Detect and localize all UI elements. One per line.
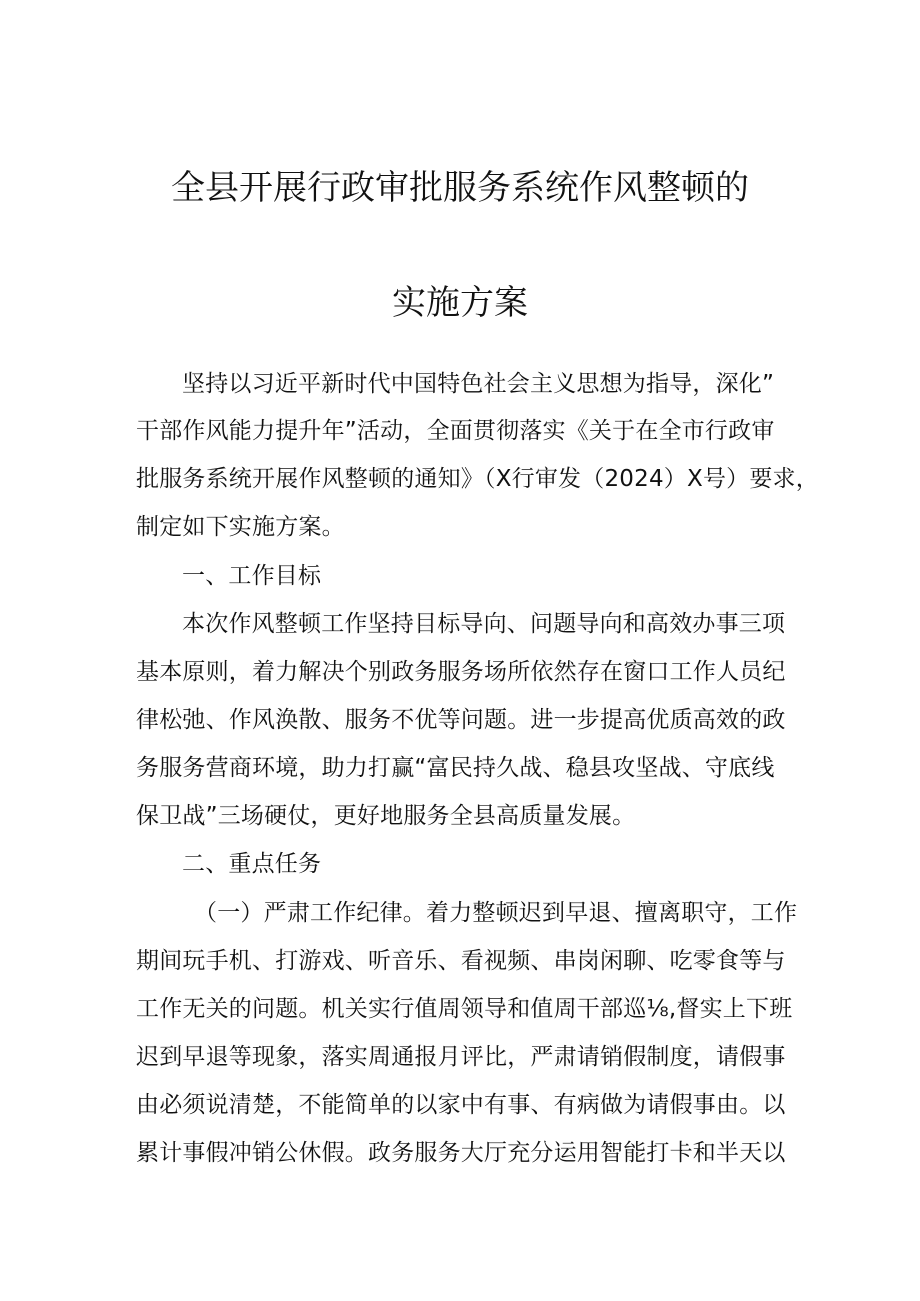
section1-line: 保卫战”三场硬仗，更好地服务全县高质量发展。 [136,803,636,829]
intro-line: 制定如下实施方案。 [136,514,345,540]
document-title-line-1: 全县开展行政审批服务系统作风整顿的 [171,168,749,208]
section1-line: 本次作风整顿工作坚持目标导向、问题导向和高效办事三项 [182,611,786,637]
section2-line: 工作无关的问题。机关实行值周领导和值周干部巡⅛,督实上下班 [136,996,793,1022]
section2-line: （一）严肃工作纪律。着力整顿迟到早退、擅离职守，工作 [194,900,798,926]
document-title-line-2: 实施方案 [392,283,528,323]
section2-line: 期间玩手机、打游戏、听音乐、看视频、串岗闲聊、吃零食等与 [136,948,786,974]
section1-line: 律松弛、作风涣散、服务不优等问题。进一步提高优质高效的政 [136,707,786,733]
section-heading: 二、重点任务 [182,851,322,877]
section2-line: 累计事假冲销公休假。政务服务大厅充分运用智能打卡和半天以 [136,1140,786,1166]
section1-line: 务服务营商环境，助力打赢“富民持久战、稳县攻坚战、守底线 [136,755,775,781]
intro-line: 坚持以习近平新时代中国特色社会主义思想为指导，深化” [182,371,775,397]
intro-line: 批服务系统开展作风整顿的通知》（X行审发（2024）X号）要求， [136,466,819,492]
section2-line: 迟到早退等现象，落实周通报月评比，严肃请销假制度，请假事 [136,1044,786,1070]
section-heading: 一、工作目标 [182,563,322,589]
section1-line: 基本原则，着力解决个别政务服务场所依然存在窗口工作人员纪 [136,659,786,685]
section2-line: 由必须说清楚，不能简单的以家中有事、有病做为请假事由。以 [136,1092,786,1118]
intro-line: 干部作风能力提升年”活动，全面贯彻落实《关于在全市行政审 [136,418,775,444]
